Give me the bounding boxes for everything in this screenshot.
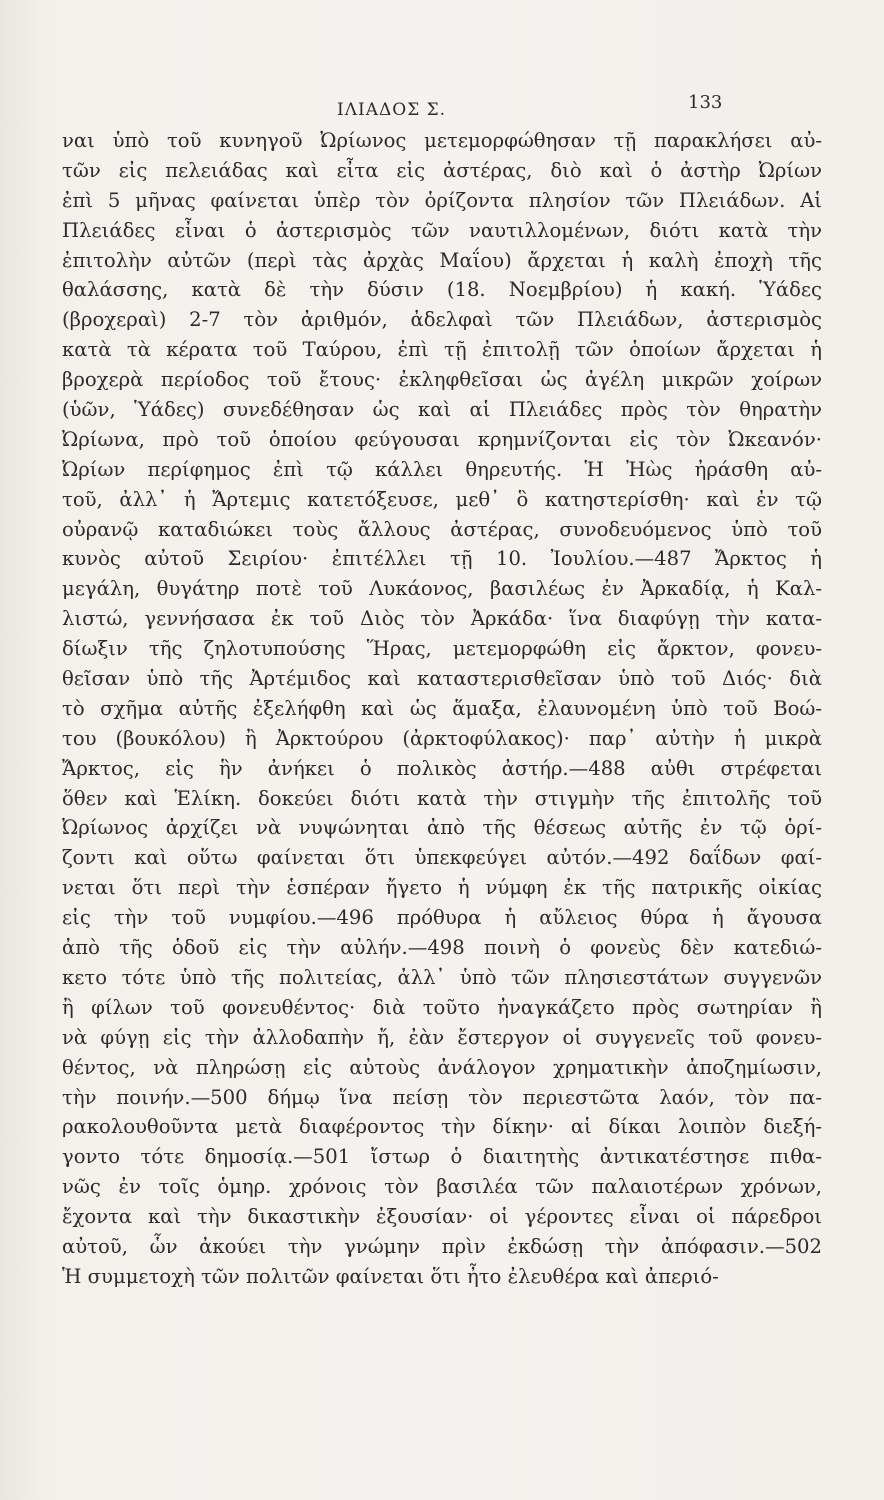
- text-line: κυνὸς αὐτοῦ Σειρίου· ἐπιτέλλει τῇ 10. Ἰουλίου.—487 Ἄρκτος ἡ: [62, 547, 822, 571]
- text-line: δίωξιν τῆς ζηλοτυπούσης Ἥρας, μετεμορφώθη εἰς ἄρκτον, φονευ-: [62, 637, 822, 661]
- text-line: (βροχεραὶ) 2-7 τὸν ἀριθμόν, ἀδελφαὶ τῶν Πλειάδων, ἀστερισμὸς: [62, 308, 822, 332]
- text-line: ναι ὑπὸ τοῦ κυνηγοῦ Ὠρίωνος μετεμορφώθησαν τῇ παρακλήσει αὐ-: [62, 129, 822, 152]
- text-line: οὐρανῷ καταδιώκει τοὺς ἄλλους ἀστέρας, συνοδευόμενος ὑπὸ τοῦ: [62, 517, 822, 541]
- text-line: τοῦ, ἀλλ᾽ ἡ Ἄρτεμις κατετόξευσε, μεθ᾽ ὃ κατηστερίσθη· καὶ ἐν τῷ: [62, 487, 822, 511]
- text-line: γοντο τότε δημοσίᾳ.—501 ἴστωρ ὁ διαιτητὴς ἀντικατέστησε πιθα-: [62, 1145, 822, 1169]
- text-line: μεγάλη, θυγάτηρ ποτὲ τοῦ Λυκάονος, βασιλέως ἐν Ἀρκαδίᾳ, ἡ Καλ-: [62, 577, 822, 601]
- text-line: ρακολουθοῦντα μετὰ διαφέροντος τὴν δίκην· αἱ δίκαι λοιπὸν διεξή-: [62, 1115, 822, 1139]
- text-line: νῶς ἐν τοῖς ὁμηρ. χρόνοις τὸν βασιλέα τῶν παλαιοτέρων χρόνων,: [62, 1175, 822, 1199]
- text-line: ἀπὸ τῆς ὁδοῦ εἰς τὴν αὐλήν.—498 ποινὴ ὁ φονεὺς δὲν κατεδιώ-: [62, 936, 822, 960]
- commentary-text: [62, 126, 822, 1292]
- text-line: ἐπὶ 5 μῆνας φαίνεται ὑπὲρ τὸν ὁρίζοντα πλησίον τῶν Πλειάδων. Αἱ: [62, 188, 822, 212]
- text-line: θαλάσσης, κατὰ δὲ τὴν δύσιν (18. Νοεμβρίου) ἡ κακή. Ὑάδες: [62, 278, 822, 302]
- page-header: [0, 92, 884, 122]
- text-line: (ὑῶν, Ὑάδες) συνεδέθησαν ὡς καὶ αἱ Πλειάδες πρὸς τὸν θηρατὴν: [62, 398, 822, 422]
- text-line: εἰς τὴν τοῦ νυμφίου.—496 πρόθυρα ἡ αὔλειος θύρα ἡ ἄγουσα: [62, 906, 822, 930]
- text-line: τῶν εἰς πελειάδας καὶ εἶτα εἰς ἀστέρας, διὸ καὶ ὁ ἀστὴρ Ὠρίων: [62, 158, 822, 182]
- text-line: Πλειάδες εἶναι ὁ ἀστερισμὸς τῶν ναυτιλλομένων, διότι κατὰ τὴν: [62, 218, 822, 242]
- text-line: βροχερὰ περίοδος τοῦ ἔτους· ἐκληφθεῖσαι ὡς ἀγέλη μικρῶν χοίρων: [62, 368, 822, 392]
- text-line: τὸ σχῆμα αὐτῆς ἐξελήφθη καὶ ὡς ἅμαξα, ἐλαυνομένη ὑπὸ τοῦ Βοώ-: [62, 696, 822, 720]
- text-line: τὴν ποινήν.—500 δήμῳ ἵνα πείσῃ τὸν περιεστῶτα λαόν, τὸν πα-: [62, 1085, 822, 1109]
- text-line: νὰ φύγῃ εἰς τὴν ἀλλοδαπὴν ἤ, ἐὰν ἔστεργον οἱ συγγενεῖς τοῦ φονευ-: [62, 1025, 822, 1049]
- text-line: κατὰ τὰ κέρατα τοῦ Ταύρου, ἐπὶ τῇ ἐπιτολῇ τῶν ὁποίων ἄρχεται ἡ: [62, 338, 822, 362]
- text-line: θέντος, νὰ πληρώσῃ εἰς αὐτοὺς ἀνάλογον χρηματικὴν ἀποζημίωσιν,: [62, 1055, 822, 1079]
- text-line: Ἄρκτος, εἰς ἣν ἀνήκει ὁ πολικὸς ἀστήρ.—488 αὐθι στρέφεται: [62, 756, 822, 780]
- text-line: λιστώ, γεννήσασα ἐκ τοῦ Διὸς τὸν Ἀρκάδα· ἵνα διαφύγῃ τὴν κατα-: [62, 607, 822, 631]
- running-title: ΙΛΙΑΔΟΣ Σ.: [337, 100, 447, 120]
- text-line: του (βουκόλου) ἢ Ἀρκτούρου (ἀρκτοφύλακος)· παρ᾽ αὐτὴν ἡ μικρὰ: [62, 726, 822, 750]
- text-line: ἐπιτολὴν αὐτῶν (περὶ τὰς ἀρχὰς Μαΐου) ἄρχεται ἡ καλὴ ἐποχὴ τῆς: [62, 248, 822, 272]
- page-number: 133: [688, 92, 723, 113]
- text-line: ἔχοντα καὶ τὴν δικαστικὴν ἐξουσίαν· οἱ γέροντες εἶναι οἱ πάρεδροι: [62, 1205, 822, 1229]
- text-line: Ὠρίων περίφημος ἐπὶ τῷ κάλλει θηρευτής. Ἡ Ἠὼς ἠράσθη αὐ-: [62, 457, 822, 481]
- text-line: θεῖσαν ὑπὸ τῆς Ἀρτέμιδος καὶ καταστερισθεῖσαν ὑπὸ τοῦ Διός· διὰ: [62, 667, 822, 691]
- text-line: Ὠρίωνος ἀρχίζει νὰ νυψώνηται ἀπὸ τῆς θέσεως αὐτῆς ἐν τῷ ὁρί-: [62, 816, 822, 840]
- text-line: αὐτοῦ, ὧν ἀκούει τὴν γνώμην πρὶν ἐκδώσῃ τὴν ἀπόφασιν.—502: [62, 1234, 822, 1258]
- text-line: ἢ φίλων τοῦ φονευθέντος· διὰ τοῦτο ἠναγκάζετο πρὸς σωτηρίαν ἢ: [62, 995, 822, 1019]
- text-line: ὅθεν καὶ Ἑλίκη. δοκεύει διότι κατὰ τὴν στιγμὴν τῆς ἐπιτολῆς τοῦ: [62, 786, 822, 810]
- text-line: κετο τότε ὑπὸ τῆς πολιτείας, ἀλλ᾽ ὑπὸ τῶν πλησιεστάτων συγγενῶν: [62, 965, 822, 989]
- text-line: Ὠρίωνα, πρὸ τοῦ ὁποίου φεύγουσαι κρημνίζονται εἰς τὸν Ὠκεανόν·: [62, 427, 822, 451]
- text-line: Ἡ συμμετοχὴ τῶν πολιτῶν φαίνεται ὅτι ἦτο ἐλευθέρα καὶ ἀπεριό-: [62, 1264, 719, 1288]
- text-line: ζοντι καὶ οὕτω φαίνεται ὅτι ὑπεκφεύγει αὐτόν.—492 δαΐδων φαί-: [62, 846, 822, 870]
- text-line: νεται ὅτι περὶ τὴν ἑσπέραν ἤγετο ἡ νύμφη ἐκ τῆς πατρικῆς οἰκίας: [62, 876, 822, 900]
